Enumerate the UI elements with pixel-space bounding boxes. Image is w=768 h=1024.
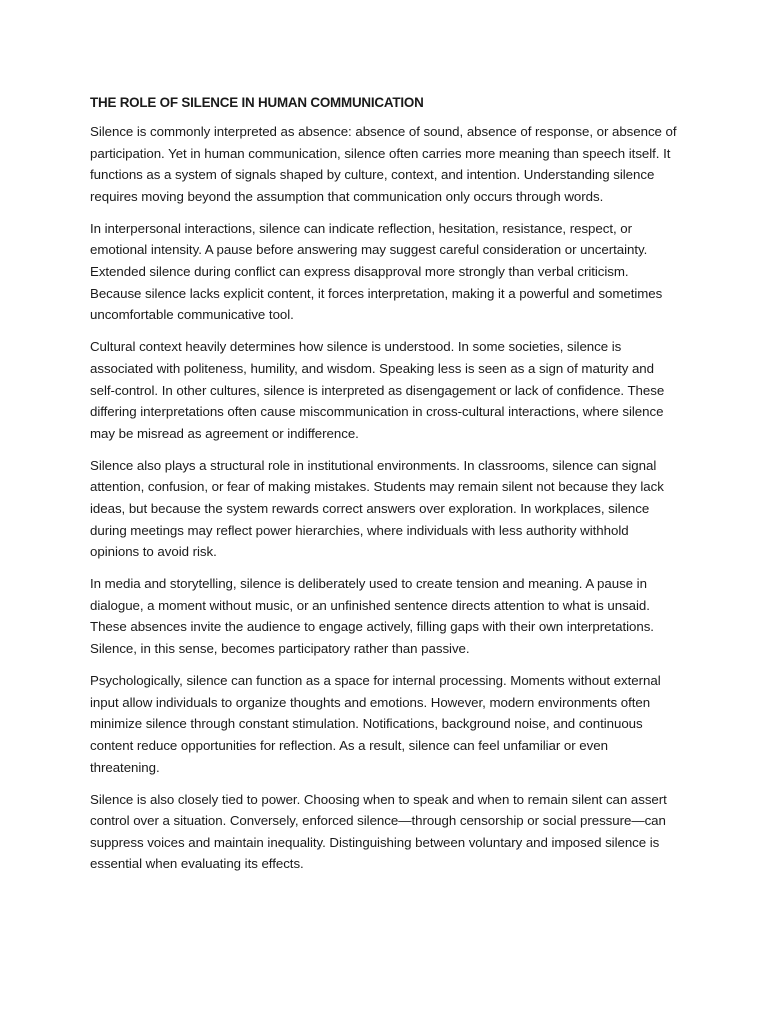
- paragraph-7: Silence is also closely tied to power. Choosing when to speak and when to remain silent can assert control over a situation. Conversely, enforced silence—through censorship or social pressure—can suppress voices and maintain inequality. Distinguishing between voluntary and imposed silence is essential when evaluating its effects.: [90, 791, 667, 872]
- paragraph-2: In interpersonal interactions, silence can indicate reflection, hesitation, resistance, respect, or emotional intensity. A pause before answering may suggest careful consideration or uncertainty. Extended silence during conflict can express disapproval more strongly than verbal criticism. Because silence lacks explicit content, it forces interpretation, making it a powerful and sometimes uncomfortable communicative tool.: [90, 220, 663, 323]
- paragraph-5: In media and storytelling, silence is deliberately used to create tension and meaning. A pause in dialogue, a moment without music, or an unfinished sentence directs attention to what is unsaid. These absences invite the audience to engage actively, filling gaps with their own interpretations. Silence, in this sense, becomes participatory rather than passive.: [90, 576, 654, 657]
- paragraph-6: Psychologically, silence can function as a space for internal processing. Moments without external input allow individuals to organize thoughts and emotions. However, modern environments often minimize silence through constant stimulation. Notifications, background noise, and continuous content reduce opportunities for reflection. As a result, silence can feel unfamiliar or even threatening.: [90, 673, 661, 775]
- paragraph-1: Silence is commonly interpreted as absence: absence of sound, absence of response, or absence of participation. Yet in human communication, silence often carries more meaning than speech itself. It functions as a system of signals shaped by culture, context, and intention. Understanding silence requires moving beyond the assumption that communication only occurs through words.: [90, 124, 677, 204]
- paragraph-4: Silence also plays a structural role in institutional environments. In classrooms, silence can signal attention, confusion, or fear of making mistakes. Students may remain silent not because they lack ideas, but because the system rewards correct answers over exploration. In workplaces, silence during meetings may reflect power hierarchies, where individuals with less authority withhold opinions to avoid risk.: [90, 457, 664, 560]
- document-title: THE ROLE OF SILENCE IN HUMAN COMMUNICATION: [90, 95, 424, 110]
- paragraph-3: Cultural context heavily determines how silence is understood. In some societies, silence is associated with politeness, humility, and wisdom. Speaking less is seen as a sign of maturity and self-control. In other cultures, silence is interpreted as disengagement or lack of confidence. These differing interpretations often cause miscommunication in cross-cultural interactions, where silence may be misread as agreement or indifference.: [90, 339, 665, 441]
